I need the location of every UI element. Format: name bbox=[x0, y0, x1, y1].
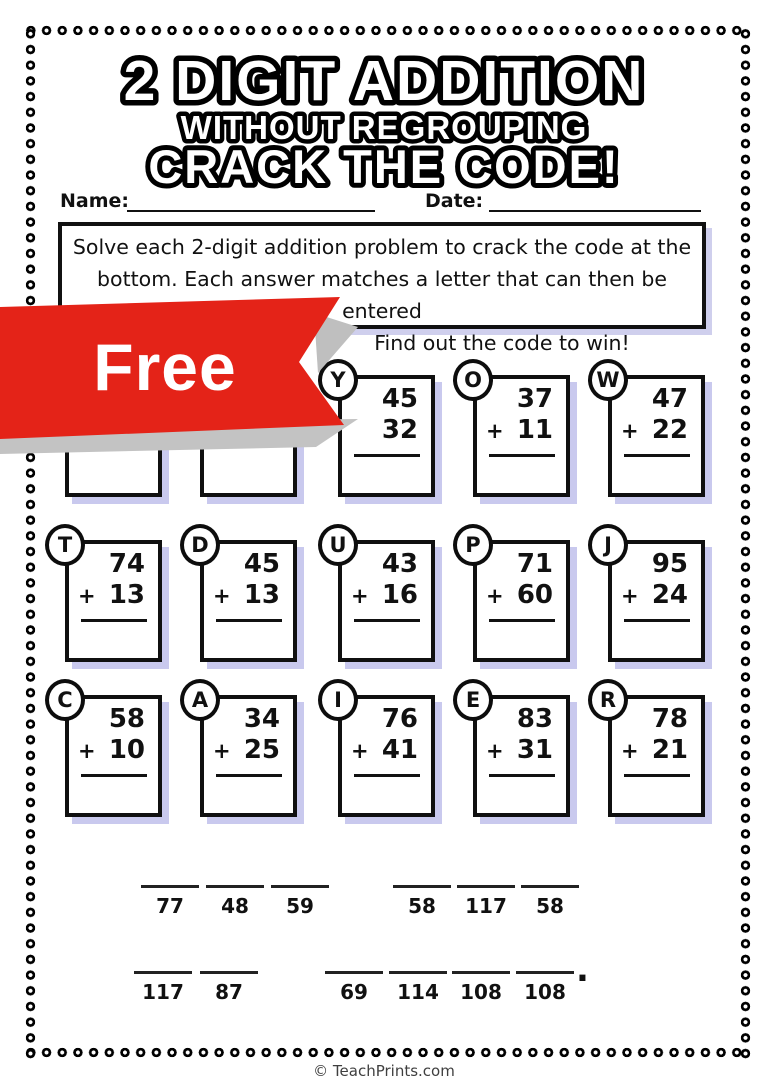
code-number: 108 bbox=[524, 980, 566, 1004]
problem-box-A bbox=[191, 688, 297, 817]
letter: W bbox=[596, 368, 620, 392]
answer-line[interactable] bbox=[81, 619, 147, 622]
answer-line[interactable] bbox=[489, 774, 555, 777]
worksheet-title bbox=[0, 36, 768, 196]
plus-sign: + bbox=[351, 584, 369, 608]
title-line-1: 2 DIGIT ADDITION bbox=[123, 49, 645, 113]
letter-circle bbox=[588, 524, 628, 566]
instructions-line-1: Solve each 2-digit addition problem to crack the code at the bbox=[72, 235, 692, 259]
answer-line[interactable] bbox=[81, 774, 147, 777]
letter: J bbox=[604, 533, 612, 557]
code-number: 58 bbox=[536, 894, 564, 918]
addend-top: 45 bbox=[243, 549, 280, 579]
letter-circle bbox=[588, 359, 628, 401]
problem-box-C bbox=[57, 688, 162, 817]
code-blank-line[interactable] bbox=[200, 971, 258, 974]
letter: I bbox=[334, 688, 342, 712]
code-blank-line[interactable] bbox=[389, 971, 447, 974]
addend-bottom: 16 bbox=[381, 580, 418, 610]
code-number: 87 bbox=[215, 980, 243, 1004]
letter-circle bbox=[318, 679, 358, 721]
letter-circle bbox=[318, 524, 358, 566]
problem-box-R bbox=[599, 688, 705, 817]
letter: R bbox=[599, 688, 617, 712]
problem-box-J bbox=[604, 533, 705, 662]
letter-circle bbox=[453, 359, 493, 401]
code-number: 117 bbox=[142, 980, 184, 1004]
instructions-line-2: bottom. Each answer matches a letter that can then be entered bbox=[97, 267, 667, 323]
plus-sign: + bbox=[486, 419, 504, 443]
problem-box-T bbox=[57, 533, 162, 662]
code-blank bbox=[134, 971, 192, 1004]
free-ribbon-banner bbox=[0, 295, 370, 460]
code-blank-line[interactable] bbox=[141, 885, 199, 888]
code-blank bbox=[271, 885, 329, 918]
title-line-2: WITHOUT REGROUPING bbox=[180, 109, 588, 146]
letter-circle bbox=[453, 524, 493, 566]
letter-circle bbox=[45, 679, 85, 721]
plus-sign: + bbox=[621, 419, 639, 443]
addend-bottom: 10 bbox=[108, 735, 145, 765]
code-number: 117 bbox=[465, 894, 507, 918]
letter: D bbox=[191, 533, 209, 557]
problem-box-W bbox=[596, 368, 705, 497]
addend-top: 37 bbox=[516, 384, 553, 414]
addend-top: 95 bbox=[651, 549, 688, 579]
addend-bottom: 13 bbox=[243, 580, 280, 610]
addend-top: 47 bbox=[651, 384, 688, 414]
plus-sign: + bbox=[78, 739, 96, 763]
code-blank bbox=[393, 885, 451, 918]
code-number: 69 bbox=[340, 980, 368, 1004]
answer-line[interactable] bbox=[489, 454, 555, 457]
free-badge-label: Free bbox=[93, 330, 237, 404]
plus-sign: + bbox=[213, 584, 231, 608]
letter: A bbox=[191, 688, 209, 712]
name-date-row bbox=[0, 190, 768, 216]
plus-sign: + bbox=[213, 739, 231, 763]
code-blank-line[interactable] bbox=[271, 885, 329, 888]
addend-bottom: 60 bbox=[516, 580, 553, 610]
plus-sign: + bbox=[351, 739, 369, 763]
problem-box-P bbox=[465, 533, 570, 662]
code-blank-line[interactable] bbox=[452, 971, 510, 974]
letter: T bbox=[57, 533, 73, 557]
addend-bottom: 21 bbox=[651, 735, 688, 765]
answer-line[interactable] bbox=[216, 619, 282, 622]
letter-circle bbox=[453, 679, 493, 721]
answer-line[interactable] bbox=[624, 454, 690, 457]
letter: Y bbox=[330, 368, 346, 392]
code-number: 77 bbox=[156, 894, 184, 918]
addend-top: 45 bbox=[381, 384, 418, 414]
letter-circle bbox=[180, 524, 220, 566]
code-blank-line[interactable] bbox=[134, 971, 192, 974]
answer-line[interactable] bbox=[489, 619, 555, 622]
addend-bottom: 13 bbox=[108, 580, 145, 610]
addend-top: 78 bbox=[651, 704, 688, 734]
code-number: 114 bbox=[397, 980, 439, 1004]
code-blank bbox=[516, 971, 574, 1004]
addend-bottom: 25 bbox=[243, 735, 280, 765]
code-blank bbox=[206, 885, 264, 918]
addend-top: 83 bbox=[516, 704, 553, 734]
code-blank bbox=[521, 885, 579, 918]
sentence-period: . bbox=[576, 950, 589, 990]
addend-top: 74 bbox=[108, 549, 145, 579]
addend-bottom: 31 bbox=[516, 735, 553, 765]
addend-bottom: 24 bbox=[651, 580, 688, 610]
plus-sign: + bbox=[486, 584, 504, 608]
problem-box-I bbox=[334, 688, 435, 817]
code-blank bbox=[457, 885, 515, 918]
addend-top: 76 bbox=[381, 704, 418, 734]
plus-sign: + bbox=[621, 584, 639, 608]
letter-circle bbox=[588, 679, 628, 721]
instructions-line-3: Find out the code to win! bbox=[374, 331, 630, 355]
letter-circle bbox=[180, 679, 220, 721]
letter: E bbox=[465, 688, 481, 712]
code-blank-line[interactable] bbox=[521, 885, 579, 888]
code-number: 108 bbox=[460, 980, 502, 1004]
code-blank-line[interactable] bbox=[206, 885, 264, 888]
plus-sign: + bbox=[78, 584, 96, 608]
name-label: Name: bbox=[60, 190, 130, 212]
addend-top: 71 bbox=[516, 549, 553, 579]
code-blank-line[interactable] bbox=[393, 885, 451, 888]
code-blank bbox=[452, 971, 510, 1004]
plus-sign: + bbox=[486, 739, 504, 763]
letter-circle bbox=[45, 524, 85, 566]
copyright-watermark: © TeachPrints.com bbox=[313, 1062, 455, 1080]
code-blank-line[interactable] bbox=[457, 885, 515, 888]
problem-box-E bbox=[465, 688, 570, 817]
letter: U bbox=[329, 533, 347, 557]
date-label: Date: bbox=[425, 190, 484, 212]
letter: C bbox=[57, 688, 73, 712]
problem-box-D bbox=[191, 533, 297, 662]
answer-line[interactable] bbox=[624, 774, 690, 777]
name-input-line[interactable] bbox=[127, 210, 375, 212]
date-input-line[interactable] bbox=[489, 210, 701, 212]
code-number: 48 bbox=[221, 894, 249, 918]
answer-line[interactable] bbox=[624, 619, 690, 622]
code-blank-line[interactable] bbox=[325, 971, 383, 974]
addend-bottom: 11 bbox=[516, 415, 553, 445]
code-blank bbox=[200, 971, 258, 1004]
problem-box-O bbox=[464, 368, 570, 497]
answer-line[interactable] bbox=[354, 774, 420, 777]
answer-line[interactable] bbox=[216, 774, 282, 777]
letter: O bbox=[464, 368, 482, 392]
code-blank-line[interactable] bbox=[516, 971, 574, 974]
addend-top: 34 bbox=[243, 704, 280, 734]
addend-top: 58 bbox=[108, 704, 145, 734]
code-number: 59 bbox=[286, 894, 314, 918]
addend-bottom: 32 bbox=[381, 415, 418, 445]
code-blank bbox=[389, 971, 447, 1004]
letter: P bbox=[465, 533, 481, 557]
title-line-3: CRACK THE CODE! bbox=[148, 140, 620, 193]
code-blank bbox=[325, 971, 383, 1004]
addend-top: 43 bbox=[381, 549, 418, 579]
addend-bottom: 41 bbox=[381, 735, 418, 765]
problem-box-U bbox=[329, 533, 435, 662]
plus-sign: + bbox=[621, 739, 639, 763]
code-blank bbox=[141, 885, 199, 918]
code-number: 58 bbox=[408, 894, 436, 918]
answer-line[interactable] bbox=[354, 619, 420, 622]
addend-bottom: 22 bbox=[651, 415, 688, 445]
dotted-border-bottom bbox=[23, 1046, 745, 1059]
